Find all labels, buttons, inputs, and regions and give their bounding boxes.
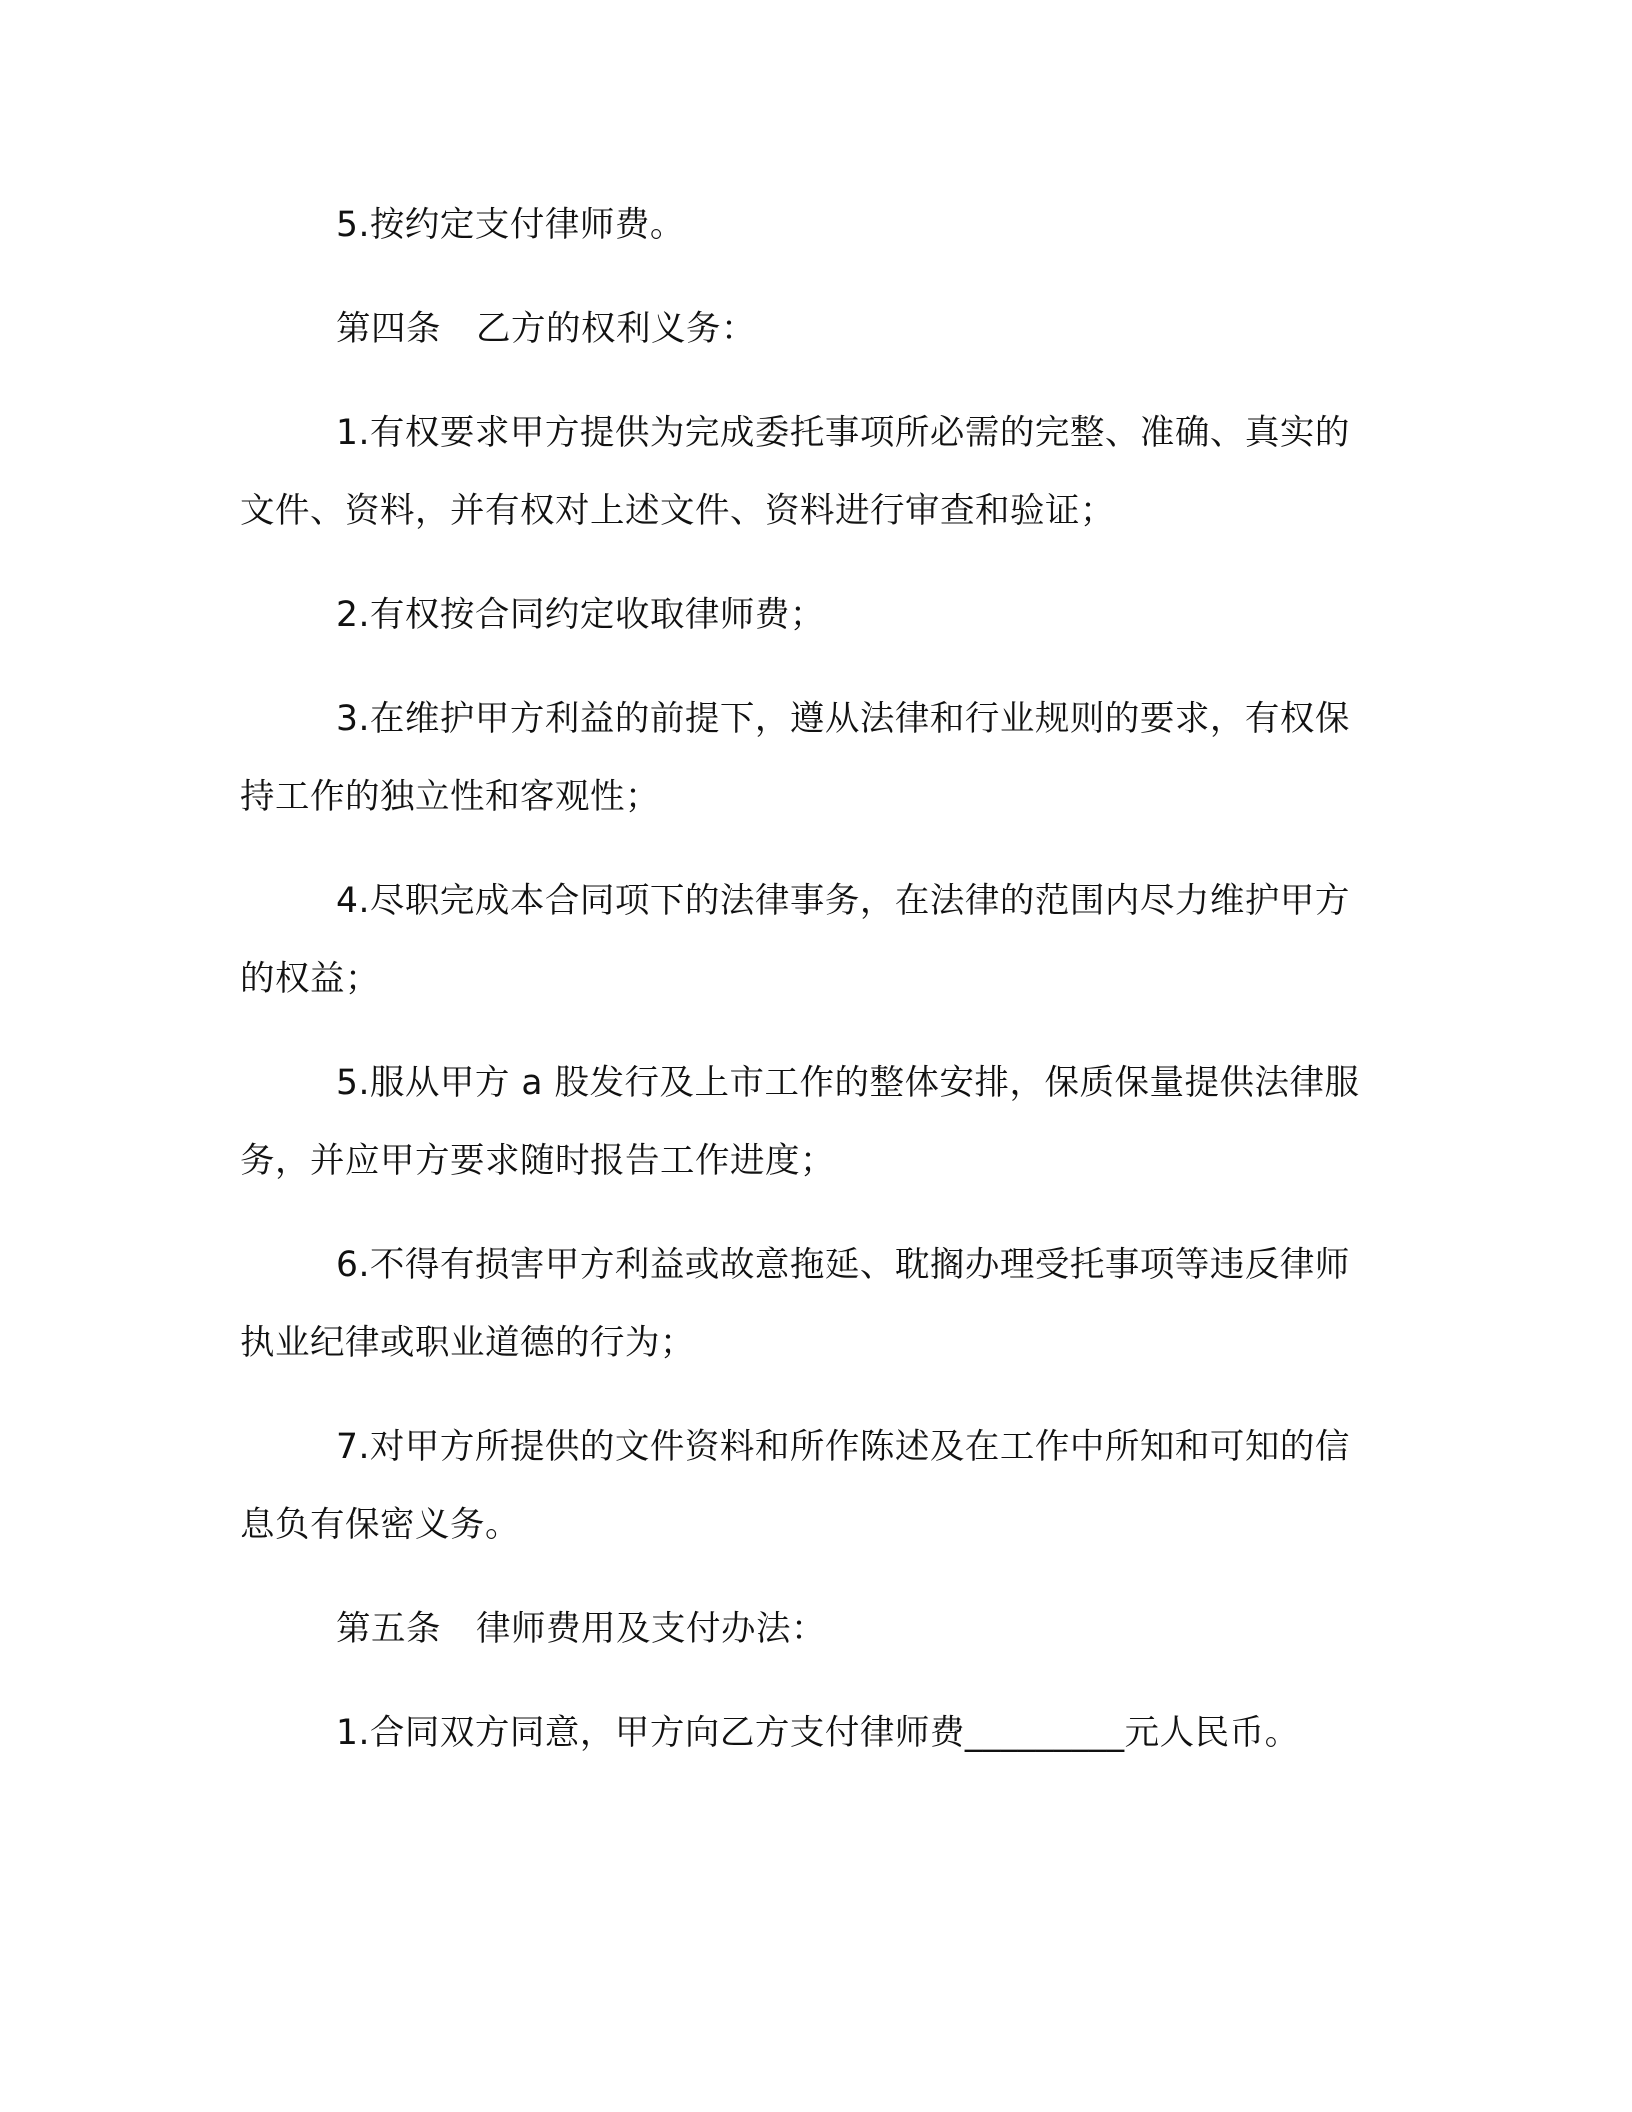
paragraph-4-3: 3.在维护甲方利益的前提下，遵从法律和行业规则的要求，有权保持工作的独立性和客观性； — [240, 699, 1350, 817]
paragraph-4-7: 7.对甲方所提供的文件资料和所作陈述及在工作中所知和可知的信息负有保密义务。 — [240, 1427, 1350, 1545]
paragraph-pay-fee: 5.按约定支付律师费。 — [336, 205, 685, 245]
paragraph-4-2: 2.有权按合同约定收取律师费； — [336, 595, 825, 635]
heading-article-5: 第五条 律师费用及支付办法： — [336, 1609, 826, 1649]
document-body — [240, 186, 1368, 1798]
paragraph-5-1: 1.合同双方同意，甲方向乙方支付律师费_________元人民币。 — [336, 1713, 1300, 1753]
heading-article-4: 第四条 乙方的权利义务： — [336, 309, 756, 349]
paragraph-4-6: 6.不得有损害甲方利益或故意拖延、耽搁办理受托事项等违反律师执业纪律或职业道德的行为； — [240, 1245, 1350, 1363]
paragraph-4-4: 4.尽职完成本合同项下的法律事务，在法律的范围内尽力维护甲方的权益； — [240, 881, 1350, 999]
paragraph-4-5: 5.服从甲方 a 股发行及上市工作的整体安排，保质保量提供法律服务，并应甲方要求随时报告工作进度； — [240, 1063, 1360, 1181]
paragraph-4-1: 1.有权要求甲方提供为完成委托事项所必需的完整、准确、真实的文件、资料，并有权对上述文件、资料进行审查和验证； — [240, 413, 1350, 531]
